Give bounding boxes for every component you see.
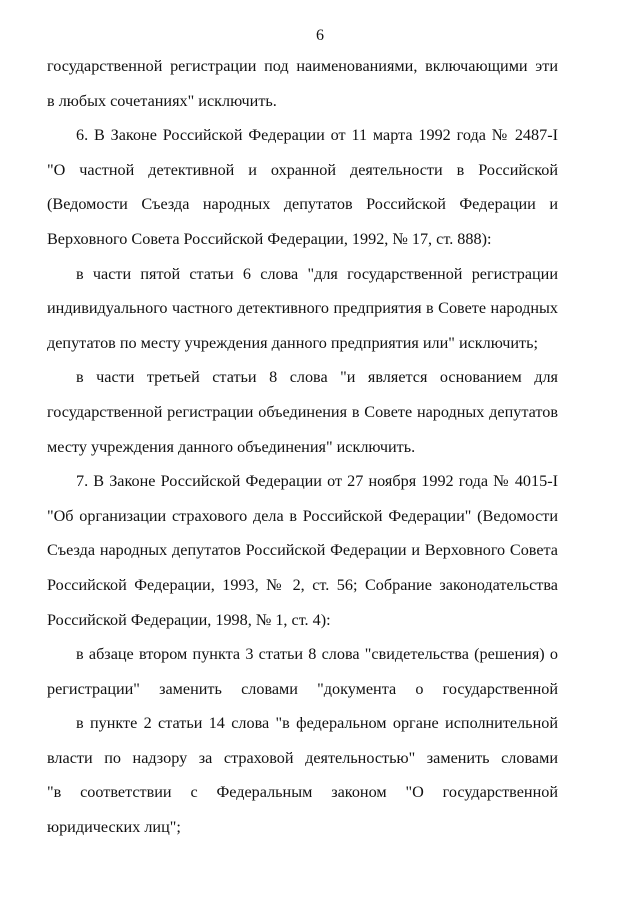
text-line: государственной регистрации под наименованиями, включающими эти [47,57,558,75]
text-line: Российской Федерации, 1993, № 2, ст. 56; Собрание законодательства [47,575,558,594]
text-line: (Ведомости Съезда народных депутатов Российской Федерации и [47,195,558,214]
text-line: регистрации" заменить словами "документа о государственной [47,679,558,698]
text-line: Съезда народных депутатов Российской Федерации и Верховного Совета [47,541,558,560]
section-6-heading: 6. В Законе Российской Федерации от 11 марта 1992 года № 2487-I [76,126,558,145]
text-line: в любых сочетаниях" исключить. [47,91,277,110]
text-line: в части пятой статьи 6 слова "для государственной регистрации [76,264,558,283]
text-line: "в соответствии с Федеральным законом "О государственной [47,783,558,802]
text-line: власти по надзору за страховой деятельностью" заменить словами [47,748,558,767]
page-number: 6 [316,27,324,44]
text-line: в пункте 2 статьи 14 слова "в федеральном органе исполнительной [76,714,558,733]
document-body [47,49,558,845]
text-line: месту учреждения данного объединения" исключить. [47,437,416,456]
text-line: Верховного Совета Российской Федерации, 1992, № 17, ст. 888): [47,229,492,248]
text-line: Российской Федерации, 1998, № 1, ст. 4): [47,610,331,629]
text-line: "О частной детективной и охранной деятельности в Российской [47,160,558,179]
text-line: депутатов по месту учреждения данного предприятия или" исключить; [47,333,538,352]
text-line: в части третьей статьи 8 слова "и является основанием для [76,368,558,387]
text-line: в абзаце втором пункта 3 статьи 8 слова "свидетельства (решения) о [76,645,558,664]
text-line: "Об организации страхового дела в Российской Федерации" (Ведомости [47,506,558,525]
text-line: индивидуального частного детективного предприятия в Совете народных [47,299,558,318]
text-line: юридических лиц"; [47,818,181,837]
section-7-heading: 7. В Законе Российской Федерации от 27 ноября 1992 года № 4015-I [76,472,558,491]
text-line: государственной регистрации объединения в Совете народных депутатов [47,402,558,421]
